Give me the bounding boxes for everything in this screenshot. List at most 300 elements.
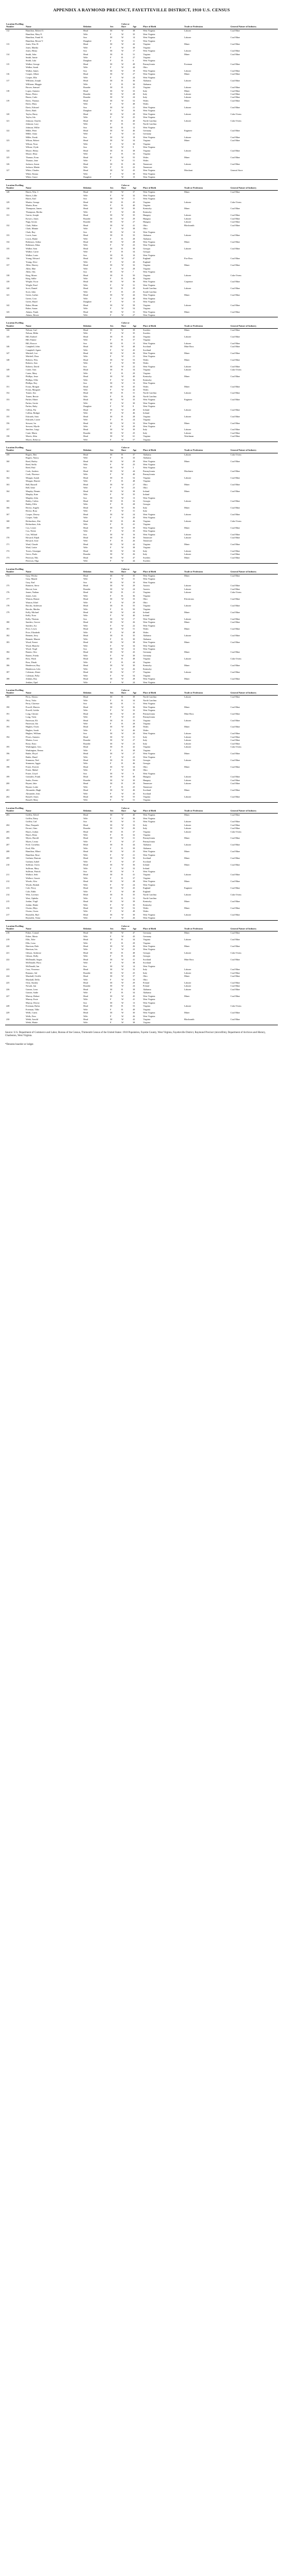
name-cell: Martin, George	[26, 200, 40, 204]
dwelling-cell: 187	[6, 671, 10, 674]
dwelling-cell: 121	[6, 119, 10, 122]
sex-cell: M	[110, 574, 112, 577]
age-cell: 30	[133, 207, 135, 210]
relation-cell: Head	[83, 43, 89, 46]
age-cell: 31	[133, 510, 135, 513]
race-cell: W	[121, 795, 124, 798]
birthplace-cell: Italy	[143, 506, 147, 509]
race-cell: W	[121, 496, 124, 499]
relation-cell: Head	[83, 913, 89, 916]
birthplace-cell: Hungary	[143, 214, 151, 217]
age-cell: 37	[133, 191, 135, 194]
dwelling-cell: 174	[6, 574, 10, 577]
industry-cell: Coal Mine	[231, 857, 240, 860]
dwelling-cell: 211	[6, 873, 10, 876]
name-cell: Martin, Rosa	[26, 204, 38, 207]
birthplace-cell: West Virginia	[143, 398, 155, 401]
race-cell: B	[121, 1008, 123, 1011]
industry-cell: Coal Mine	[231, 29, 240, 32]
relation-cell: Son	[83, 69, 87, 72]
industry-cell: Coal Mine	[231, 1018, 240, 1021]
name-cell: Edwards, Sam	[26, 415, 39, 418]
sex-cell: M	[110, 900, 112, 903]
birthplace-cell: West Virginia	[143, 280, 155, 283]
sex-cell: M	[110, 931, 112, 935]
sex-cell: F	[110, 290, 112, 293]
name-cell: Wilson, Robert	[26, 139, 40, 142]
column-header-age: Age	[132, 184, 142, 191]
age-cell: 45	[133, 385, 135, 388]
race-cell: W	[121, 294, 124, 297]
name-cell: Smith, John	[26, 53, 37, 56]
trade-cell: Laborer	[184, 428, 191, 431]
race-cell: W	[121, 1018, 124, 1021]
relation-cell: Son	[83, 230, 87, 233]
relation-cell: Head	[83, 782, 89, 785]
age-cell: 41	[133, 716, 135, 719]
relation-cell: Wife	[83, 277, 88, 280]
industry-cell: Coal Mine	[231, 280, 240, 283]
sex-cell: F	[110, 716, 112, 719]
sex-cell: M	[110, 96, 112, 99]
name-cell: Greco, Paolo	[26, 553, 38, 556]
race-cell: B	[121, 846, 123, 850]
race-cell: W	[121, 142, 124, 145]
name-cell: Wood, Virgil	[26, 647, 38, 650]
age-cell: 28	[133, 503, 135, 506]
name-cell: Patterson, Eli	[26, 719, 38, 722]
race-cell: W	[121, 870, 124, 873]
sex-cell: F	[110, 388, 112, 391]
birthplace-cell: West Virginia	[143, 425, 155, 428]
race-cell: W	[121, 197, 124, 200]
trade-cell: Laborer	[184, 408, 191, 411]
birthplace-cell: West Virginia	[143, 998, 155, 1001]
relation-cell: Head	[83, 435, 89, 438]
race-cell: B	[121, 539, 123, 543]
industry-cell: Coal Mine	[231, 398, 240, 401]
birthplace-cell: Virginia	[143, 149, 150, 152]
sex-cell: F	[110, 890, 112, 893]
trade-cell: Laborer	[184, 86, 191, 89]
age-cell: 40	[133, 890, 135, 893]
relation-cell: Boarder	[83, 985, 91, 988]
race-cell: W	[120, 176, 132, 179]
name-cell: Brooks, Anderson	[26, 604, 42, 607]
age-cell: 30	[133, 913, 135, 916]
industry-cell: Coal Mine	[231, 36, 240, 39]
name-cell: Foster, Mabel	[26, 769, 38, 772]
relation-cell: Head	[83, 900, 89, 903]
relation-cell: Wife	[83, 785, 88, 788]
birthplace-cell: South Carolina	[143, 287, 156, 290]
relation-cell: Head	[83, 725, 89, 728]
race-cell: W	[121, 224, 124, 227]
relation-cell: Wife	[83, 762, 88, 765]
birthplace-cell: Kentucky	[143, 667, 152, 670]
age-cell: 36	[133, 817, 135, 820]
name-cell: Washington, Emma	[26, 749, 43, 752]
age-cell: 11	[133, 39, 135, 42]
age-cell: 52	[133, 906, 135, 909]
relation-cell: Wife	[83, 56, 88, 59]
age-cell: 42	[133, 1018, 135, 1021]
dwelling-cell: 169	[6, 526, 10, 529]
birthplace-cell: Kentucky	[143, 903, 152, 906]
column-header-race: Color or Race	[120, 23, 132, 29]
trade-cell: Laborer	[184, 119, 191, 122]
name-cell: King, Sallie	[26, 277, 37, 280]
age-cell: 35	[133, 123, 135, 126]
dwelling-cell: 115	[6, 62, 10, 65]
industry-cell: Coal Mine	[231, 814, 240, 817]
age-cell: 24	[133, 513, 135, 516]
name-cell: Rogers, Ben	[26, 453, 37, 456]
dwelling-cell: 195	[6, 745, 10, 749]
birthplace-cell: Wales	[143, 358, 149, 361]
race-cell: B	[121, 395, 123, 398]
column-header-trade: Trade or Profession	[183, 446, 229, 453]
race-cell: B	[121, 335, 123, 338]
dwelling-cell: 199	[6, 775, 10, 778]
birthplace-cell: West Virginia	[143, 421, 155, 425]
trade-cell: Miner	[184, 483, 190, 486]
race-cell: B	[121, 745, 123, 749]
sex-cell: M	[110, 460, 112, 463]
industry-cell: Coal Mine	[231, 162, 240, 165]
dwelling-cell: 176	[6, 591, 10, 594]
dwelling-cell: 230	[6, 1018, 10, 1021]
birthplace-cell: West Virginia	[143, 944, 155, 947]
relation-cell: Son	[83, 382, 87, 385]
birthplace-cell: Scotland	[143, 792, 151, 795]
column-header-sex: Sex	[109, 321, 120, 328]
name-cell: Woods, Beulah	[26, 883, 40, 886]
race-cell: W	[121, 853, 124, 856]
relation-cell: Son	[83, 466, 87, 469]
name-cell: Wright, Oscar	[26, 280, 39, 283]
relation-cell: Head	[83, 358, 89, 361]
industry-cell: Coal Mine	[231, 489, 240, 493]
relation-cell: Head	[83, 287, 89, 290]
age-cell: 55	[133, 156, 135, 159]
age-cell: 22	[133, 165, 135, 168]
industry-cell: Coal Mine	[231, 765, 240, 768]
race-cell: W	[121, 36, 124, 39]
race-cell: B	[121, 503, 123, 506]
industry-cell: Coal Mine	[231, 86, 240, 89]
trade-cell: Miner	[184, 814, 190, 817]
trade-cell: Laborer	[184, 671, 191, 674]
name-cell: Griffin, Daisy	[26, 817, 39, 820]
race-cell: W	[121, 742, 124, 745]
birthplace-cell: Wales	[143, 99, 149, 102]
trade-cell: Miner	[184, 99, 190, 102]
age-cell: 34	[133, 250, 135, 253]
race-cell: W	[121, 300, 124, 303]
name-cell: Walker, Sarah	[26, 66, 39, 69]
column-header-sex: Sex	[109, 689, 120, 696]
column-header-trade: Trade or Profession	[183, 321, 229, 328]
relation-cell: Head	[83, 574, 89, 577]
relation-cell: Boarder	[83, 553, 91, 556]
sex-cell: F	[110, 910, 112, 913]
dwelling-cell: 189	[6, 696, 10, 699]
relation-cell: Wife	[83, 307, 88, 310]
birthplace-cell: Georgia	[143, 758, 150, 761]
trade-cell: Laborer	[184, 830, 191, 833]
relation-cell: Head	[83, 968, 89, 971]
birthplace-cell: Virginia	[143, 671, 150, 674]
relation-cell: Head	[83, 224, 89, 227]
name-cell: Sullivan, Mary	[26, 867, 39, 870]
column-header-name: Name	[25, 184, 82, 191]
dwelling-cell: 129	[6, 200, 10, 204]
age-cell: 38	[133, 489, 135, 493]
race-cell: W	[121, 388, 124, 391]
relation-cell: Head	[83, 712, 89, 715]
trade-cell: Electrician	[184, 598, 194, 601]
dwelling-cell: 124	[6, 149, 10, 152]
race-cell: W	[121, 99, 124, 102]
age-cell: 24	[133, 985, 135, 988]
race-cell: W	[121, 506, 124, 509]
birthplace-cell: West Virginia	[143, 382, 155, 385]
industry-cell: Coal Mine	[231, 971, 240, 974]
race-cell: W	[121, 728, 124, 732]
sex-cell: M	[110, 385, 112, 388]
race-cell: B	[121, 896, 123, 900]
relation-cell: Head	[83, 775, 89, 778]
birthplace-cell: Virginia	[143, 591, 150, 594]
trade-cell: Miner	[184, 1011, 190, 1014]
relation-cell: Son	[83, 197, 87, 200]
sex-cell: F	[110, 456, 112, 460]
relation-cell: Head	[83, 139, 89, 142]
age-cell: 45	[133, 348, 135, 351]
name-cell: Reynolds, Burl	[26, 913, 40, 916]
trade-cell: Miner	[184, 264, 190, 267]
relation-cell: Head	[83, 814, 89, 817]
relation-cell: Head	[83, 519, 89, 522]
sex-cell: M	[110, 628, 112, 631]
age-cell: 43	[133, 260, 135, 263]
sex-cell: M	[110, 328, 112, 331]
birthplace-cell: West Virginia	[143, 169, 155, 172]
trade-cell: Miner	[184, 900, 190, 903]
relation-cell: Son	[83, 106, 87, 109]
age-cell: 22	[133, 624, 135, 627]
birthplace-cell: South Carolina	[143, 290, 156, 293]
name-cell: Ellis, Tobe	[26, 938, 36, 941]
name-cell: McDonald, Flora	[26, 961, 41, 964]
name-cell: Bennett, Jerry	[26, 634, 39, 637]
age-cell: 34	[133, 368, 135, 371]
column-header-sex: Sex	[109, 446, 120, 453]
age-cell: 17	[133, 49, 135, 53]
relation-cell: Wife	[83, 644, 88, 647]
race-cell: W	[121, 814, 124, 817]
age-cell: 26	[133, 395, 135, 398]
column-header-age: Age	[132, 689, 142, 696]
relation-cell: Wife	[83, 371, 88, 375]
race-cell: B	[121, 418, 123, 421]
trade-cell: Laborer	[184, 913, 191, 916]
age-cell: 18	[133, 135, 135, 139]
relation-cell: Head	[83, 247, 89, 250]
race-cell: W	[121, 46, 124, 49]
name-cell: Foster, Everett	[26, 765, 39, 768]
dwelling-cell: 112	[6, 29, 10, 32]
race-cell: W	[121, 257, 124, 260]
name-cell: Scott, Daniel	[26, 287, 38, 290]
race-cell: W	[121, 906, 124, 909]
birthplace-cell: Virginia	[143, 476, 150, 479]
birthplace-cell: West Virginia	[143, 880, 155, 883]
age-cell: 38	[133, 29, 135, 32]
age-cell: 21	[133, 853, 135, 856]
birthplace-cell: Alabama	[143, 79, 151, 82]
name-cell: Myers, Leona	[26, 840, 38, 843]
race-cell: W	[121, 823, 124, 826]
birthplace-cell: West Virginia	[143, 752, 155, 755]
age-cell: 31	[133, 392, 135, 395]
birthplace-cell: West Virginia	[143, 772, 155, 775]
birthplace-cell: Italy	[143, 428, 147, 431]
name-cell: Hamilton, Rose	[26, 853, 40, 856]
age-cell: 41	[133, 523, 135, 526]
dwelling-cell: 183	[6, 641, 10, 644]
column-header-birthplace: Place of Birth	[142, 807, 183, 814]
sex-cell: F	[110, 546, 112, 549]
industry-cell: Coal Mine	[231, 843, 240, 846]
relation-cell: Wife	[83, 418, 88, 421]
industry-cell: Coal Mine	[231, 62, 240, 65]
trade-cell: Miner	[184, 611, 190, 614]
sex-cell: M	[110, 536, 112, 539]
relation-cell: Wife	[83, 840, 88, 843]
sex-cell: F	[110, 493, 112, 496]
trade-cell: Laborer	[184, 745, 191, 749]
relation-cell: Wife	[83, 674, 88, 677]
birthplace-cell: Pennsylvania	[143, 469, 155, 472]
trade-cell: Miner	[184, 880, 190, 883]
name-cell: Rivera, Rosa	[26, 510, 38, 513]
name-cell: Washington, Geo.	[26, 745, 42, 749]
birthplace-cell: West Virginia	[143, 647, 155, 650]
trade-cell: Watchman	[184, 435, 194, 438]
name-cell: Romano, Sal	[26, 971, 38, 974]
age-cell: 26	[133, 667, 135, 670]
industry-cell: Coal Mine	[231, 469, 240, 472]
relation-cell: Wife	[82, 917, 109, 920]
race-cell: W	[121, 709, 124, 712]
race-cell: W	[121, 553, 124, 556]
race-cell: W	[121, 303, 124, 307]
sex-cell: F	[110, 307, 112, 310]
age-cell: 58	[133, 303, 135, 307]
birthplace-cell: Virginia	[143, 56, 150, 59]
race-cell: W	[121, 985, 124, 988]
age-cell: 35	[133, 332, 135, 335]
birthplace-cell: West Virginia	[143, 513, 155, 516]
relation-cell: Wife	[83, 348, 88, 351]
name-cell: Cox, Lester	[26, 526, 37, 529]
name-cell: Cruz, Vincenzo	[26, 968, 40, 971]
industry-cell: Coal Mine	[231, 880, 240, 883]
sex-cell: F	[110, 425, 112, 428]
sex-cell: M	[110, 843, 112, 846]
name-cell: Clark, Walter	[26, 224, 38, 227]
sex-cell: M	[110, 29, 112, 32]
race-cell: W	[121, 617, 124, 620]
race-cell: B	[121, 660, 123, 664]
sex-cell: M	[110, 641, 112, 644]
race-cell: W	[121, 260, 124, 263]
dwelling-cell: 198	[6, 765, 10, 768]
census-section	[5, 925, 278, 1025]
sex-cell: M	[110, 415, 112, 418]
column-header-relation: Relation	[82, 689, 109, 696]
relation-cell: Head	[83, 677, 89, 681]
industry-cell: Coal Mine	[231, 234, 240, 237]
relation-cell: Head	[83, 119, 89, 122]
sex-cell: M	[110, 758, 112, 761]
trade-cell: Machinist	[184, 469, 193, 472]
age-cell: 26	[133, 553, 135, 556]
race-cell: W	[121, 641, 124, 644]
name-cell: Cole, Edith	[26, 890, 36, 893]
age-cell: 16	[133, 533, 135, 536]
sex-cell: F	[110, 260, 112, 263]
birthplace-cell: West Virginia	[143, 1001, 155, 1004]
birthplace-cell: Tennessee	[143, 785, 152, 788]
birthplace-cell: West Virginia	[143, 270, 155, 274]
race-cell: B	[121, 250, 123, 253]
name-cell: Hamilton, Elbert	[26, 850, 41, 853]
name-cell: Edwards, Lizzie	[26, 418, 40, 421]
name-cell: Woods, Alva	[26, 880, 38, 883]
birthplace-cell: North Carolina	[143, 696, 156, 699]
dwelling-cell: 167	[6, 513, 10, 516]
trade-cell: Laborer	[184, 303, 191, 307]
dwelling-cell: 186	[6, 664, 10, 667]
age-cell: 54	[133, 307, 135, 310]
name-cell: Russell, Mary	[25, 799, 82, 802]
trade-cell: Miner	[184, 837, 190, 840]
age-cell: 57	[132, 438, 142, 442]
name-cell: Wood, Ernest	[26, 641, 38, 644]
dwelling-cell: 123	[6, 139, 10, 142]
sex-cell: M	[110, 135, 112, 139]
sex-cell: M	[110, 725, 112, 728]
industry-cell: Coal Mine	[231, 553, 240, 556]
birthplace-cell: Italy	[143, 827, 147, 830]
race-cell: W	[121, 431, 124, 434]
race-cell: B	[121, 237, 123, 240]
name-cell: Coleman, Polly	[26, 674, 40, 677]
birthplace-cell: West Virginia	[143, 624, 155, 627]
name-cell: Butler, Hazel	[26, 755, 38, 758]
industry-cell: Coal Mine	[231, 365, 240, 368]
birthplace-cell: Wales	[143, 725, 149, 728]
age-cell: 34	[133, 549, 135, 552]
relation-cell: Boarder	[83, 827, 91, 830]
relation-cell: Wife	[83, 480, 88, 483]
age-cell: 28	[133, 415, 135, 418]
name-cell: Davis, Ruth	[26, 109, 37, 112]
industry-cell: Coal Mine	[231, 156, 240, 159]
